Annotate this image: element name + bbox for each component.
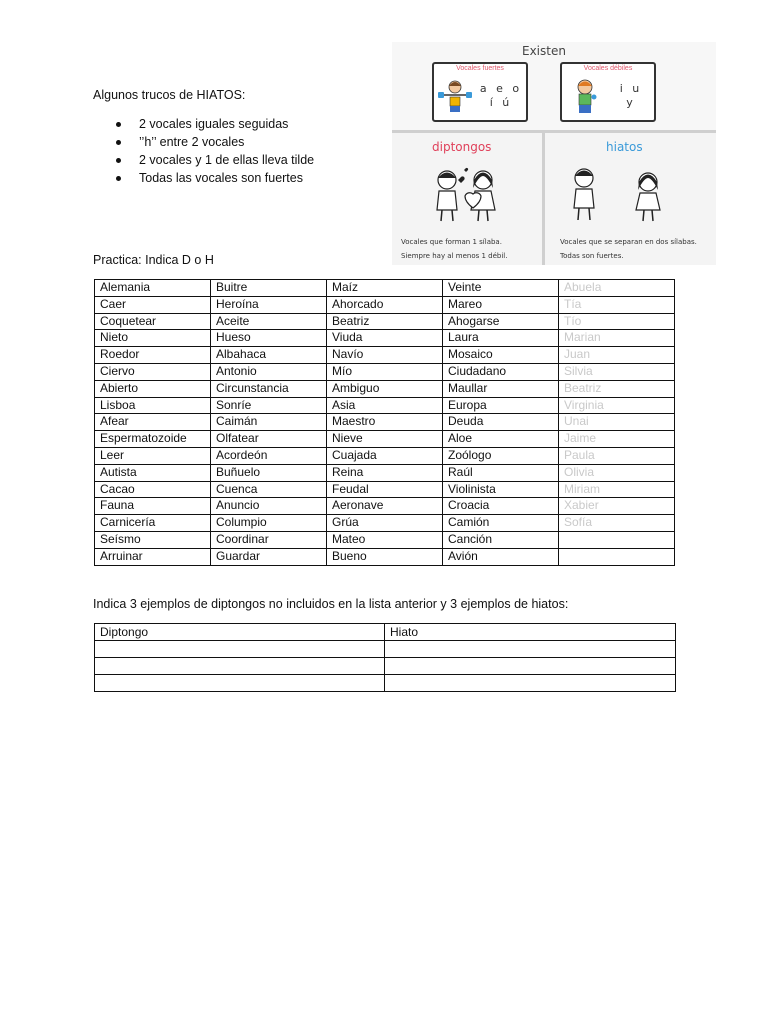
word-cell: Carnicería (95, 515, 211, 532)
word-row (95, 280, 675, 297)
diptongos-couple-illustration (427, 158, 507, 222)
word-cell: Ciervo (95, 363, 211, 380)
word-cell: Alemania (95, 280, 211, 297)
word-row (95, 397, 675, 414)
examples-table (94, 623, 676, 692)
examples-header-row (95, 624, 676, 641)
word-cell: Afear (95, 414, 211, 431)
hiato-answer-cell[interactable] (385, 675, 676, 692)
word-cell: Mío (327, 363, 443, 380)
word-cell: Seísmo (95, 531, 211, 548)
examples-row (95, 641, 676, 658)
word-row (95, 330, 675, 347)
hiatos-caption (560, 235, 697, 263)
word-cell: Columpio (211, 515, 327, 532)
weak-vowels-label: Vocales débiles (583, 65, 633, 72)
diptongos-caption (401, 235, 507, 263)
examples-row (95, 675, 676, 692)
tricks-heading: Algunos trucos de HIATOS: (93, 88, 246, 102)
word-cell: Roedor (95, 347, 211, 364)
word-cell: Heroína (211, 296, 327, 313)
word-cell: Camión (443, 515, 559, 532)
name-cell: Tía (559, 296, 675, 313)
diptongo-answer-cell[interactable] (95, 658, 385, 675)
word-cell: Asia (327, 397, 443, 414)
tricks-list (116, 115, 314, 187)
name-cell: Jaime (559, 431, 675, 448)
hiato-answer-cell[interactable] (385, 658, 676, 675)
word-cell: Fauna (95, 498, 211, 515)
word-row (95, 515, 675, 532)
word-cell: Ambiguo (327, 380, 443, 397)
name-cell: Tío (559, 313, 675, 330)
word-cell: Aloe (443, 431, 559, 448)
name-cell: Sofía (559, 515, 675, 532)
name-cell: Beatriz (559, 380, 675, 397)
words-table (94, 279, 675, 566)
diptongo-header: Diptongo (95, 624, 385, 641)
vertical-divider (542, 132, 545, 265)
word-row (95, 347, 675, 364)
word-row (95, 464, 675, 481)
word-cell: Leer (95, 447, 211, 464)
diptongos-heading: diptongos (432, 140, 492, 154)
examples-instruction: Indica 3 ejemplos de diptongos no incluidos en la lista anterior y 3 ejemplos de hiatos: (93, 597, 569, 611)
word-cell: Deuda (443, 414, 559, 431)
word-cell: Beatriz (327, 313, 443, 330)
word-cell: Ahogarse (443, 313, 559, 330)
strong-vowels-box (432, 62, 528, 122)
word-cell: Hueso (211, 330, 327, 347)
name-cell (559, 531, 675, 548)
word-cell: Raúl (443, 464, 559, 481)
trick-item: 2 vocales iguales seguidas (116, 115, 314, 133)
word-cell: Aeronave (327, 498, 443, 515)
name-cell: Miriam (559, 481, 675, 498)
word-cell: Nieve (327, 431, 443, 448)
word-cell: Circunstancia (211, 380, 327, 397)
word-cell: Grúa (327, 515, 443, 532)
weak-vowels-letters: i u y (619, 82, 643, 109)
word-row (95, 296, 675, 313)
word-row (95, 431, 675, 448)
word-cell: Navío (327, 347, 443, 364)
word-cell: Arruinar (95, 548, 211, 565)
diptongo-answer-cell[interactable] (95, 641, 385, 658)
name-cell: Abuela (559, 280, 675, 297)
word-cell: Aceite (211, 313, 327, 330)
word-cell: Viuda (327, 330, 443, 347)
word-row (95, 414, 675, 431)
trick-item: 2 vocales y 1 de ellas lleva tilde (116, 151, 314, 169)
diptongos-caption-line: Siempre hay al menos 1 débil. (401, 252, 508, 260)
word-cell: Feudal (327, 481, 443, 498)
hiatos-caption-line: Vocales que se separan en dos sílabas. (560, 238, 697, 246)
word-cell: Olfatear (211, 431, 327, 448)
word-cell: Cacao (95, 481, 211, 498)
word-cell: Laura (443, 330, 559, 347)
word-row (95, 531, 675, 548)
weak-vowels-box (560, 62, 656, 122)
word-cell: Espermatozoide (95, 431, 211, 448)
word-cell: Zoólogo (443, 447, 559, 464)
word-cell: Cuenca (211, 481, 327, 498)
strong-vowels-letters: a e o í ú (479, 82, 523, 109)
word-cell: Maullar (443, 380, 559, 397)
word-cell: Lisboa (95, 397, 211, 414)
diptongo-answer-cell[interactable] (95, 675, 385, 692)
word-cell: Maíz (327, 280, 443, 297)
trick-item: ’’h’’ entre 2 vocales (116, 133, 314, 151)
word-cell: Mateo (327, 531, 443, 548)
word-row (95, 498, 675, 515)
word-cell: Caer (95, 296, 211, 313)
strong-boy-illustration (436, 78, 474, 116)
word-row (95, 548, 675, 565)
examples-row (95, 658, 676, 675)
practice-instruction: Practica: Indica D o H (93, 253, 214, 267)
horizontal-divider (392, 130, 716, 133)
word-cell: Caimán (211, 414, 327, 431)
word-cell: Ciudadano (443, 363, 559, 380)
hiatos-caption-line: Todas son fuertes. (560, 252, 624, 260)
word-cell: Violinista (443, 481, 559, 498)
word-cell: Coordinar (211, 531, 327, 548)
word-row (95, 447, 675, 464)
word-row (95, 363, 675, 380)
name-cell: Silvia (559, 363, 675, 380)
word-cell: Avión (443, 548, 559, 565)
name-cell: Paula (559, 447, 675, 464)
word-cell: Mosaico (443, 347, 559, 364)
word-cell: Veinte (443, 280, 559, 297)
hiato-answer-cell[interactable] (385, 641, 676, 658)
name-cell: Xabier (559, 498, 675, 515)
word-cell: Nieto (95, 330, 211, 347)
word-cell: Maestro (327, 414, 443, 431)
word-cell: Reina (327, 464, 443, 481)
diptongos-caption-line: Vocales que forman 1 sílaba. (401, 238, 502, 246)
word-cell: Autista (95, 464, 211, 481)
name-cell: Unai (559, 414, 675, 431)
word-cell: Bueno (327, 548, 443, 565)
word-cell: Europa (443, 397, 559, 414)
name-cell: Virginia (559, 397, 675, 414)
word-row (95, 313, 675, 330)
word-cell: Albahaca (211, 347, 327, 364)
vowels-infographic (392, 42, 716, 265)
word-cell: Buñuelo (211, 464, 327, 481)
word-cell: Guardar (211, 548, 327, 565)
hiatos-couple-illustration (564, 160, 676, 222)
weak-boy-illustration (570, 77, 600, 117)
strong-vowels-label: Vocales fuertes (456, 65, 504, 72)
word-cell: Sonríe (211, 397, 327, 414)
hiato-header: Hiato (385, 624, 676, 641)
words-table-body (95, 280, 675, 566)
word-row (95, 481, 675, 498)
word-cell: Buitre (211, 280, 327, 297)
hiatos-heading: hiatos (606, 140, 643, 154)
word-cell: Anuncio (211, 498, 327, 515)
word-cell: Canción (443, 531, 559, 548)
word-cell: Acordeón (211, 447, 327, 464)
word-cell: Coquetear (95, 313, 211, 330)
word-row (95, 380, 675, 397)
trick-item: Todas las vocales son fuertes (116, 169, 314, 187)
name-cell (559, 548, 675, 565)
name-cell: Olivia (559, 464, 675, 481)
infographic-title: Existen (522, 44, 566, 58)
name-cell: Marian (559, 330, 675, 347)
name-cell: Juan (559, 347, 675, 364)
word-cell: Cuajada (327, 447, 443, 464)
word-cell: Mareo (443, 296, 559, 313)
word-cell: Antonio (211, 363, 327, 380)
word-cell: Abierto (95, 380, 211, 397)
word-cell: Croacia (443, 498, 559, 515)
word-cell: Ahorcado (327, 296, 443, 313)
